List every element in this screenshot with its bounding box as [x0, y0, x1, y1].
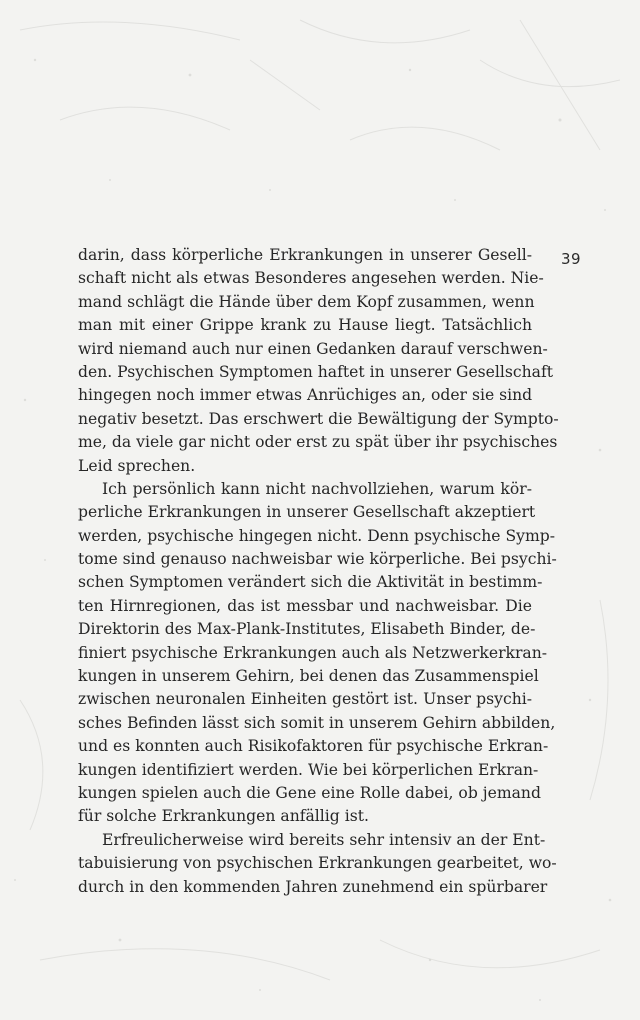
text-line: den. Psychischen Symptomen haftet in unserer Gesellschaft — [78, 362, 553, 381]
text-line: hingegen noch immer etwas Anrüchiges an, oder sie sind — [78, 386, 533, 405]
text-line: für solche Erkrankungen anfällig ist. — [78, 807, 369, 826]
text-line: man mit einer Grippe krank zu Hause liegt. Tatsächlich — [78, 316, 532, 335]
text-line: Direktorin des Max-Plank-Institutes, Elisabeth Binder, de- — [78, 620, 536, 639]
body-text — [78, 244, 559, 899]
text-line: werden, psychische hingegen nicht. Denn psychische Symp- — [78, 526, 556, 545]
text-line: zwischen neuronalen Einheiten gestört ist. Unser psychi- — [78, 690, 532, 709]
text-line: schen Symptomen verändert sich die Aktivität in bestimm- — [78, 573, 543, 592]
text-line: tome sind genauso nachweisbar wie körperliche. Bei psychi- — [78, 550, 557, 569]
text-line: durch in den kommenden Jahren zunehmend ein spürbarer — [78, 877, 548, 896]
page-number: 39 — [561, 250, 582, 268]
text-line: perliche Erkrankungen in unserer Gesellschaft akzeptiert — [78, 503, 536, 522]
text-line: wird niemand auch nur einen Gedanken darauf verschwen- — [78, 339, 548, 358]
text-line: und es konnten auch Risikofaktoren für psychische Erkran- — [78, 737, 549, 756]
text-line: finiert psychische Erkrankungen auch als Netzwerkerkran- — [78, 643, 548, 662]
text-line: me, da viele gar nicht oder erst zu spät über ihr psychisches — [78, 433, 558, 452]
text-line: tabuisierung von psychischen Erkrankungen gearbeitet, wo- — [78, 854, 557, 873]
text-line: Ich persönlich kann nicht nachvollziehen, warum kör- — [102, 479, 532, 498]
text-line: negativ besetzt. Das erschwert die Bewältigung der Sympto- — [78, 409, 559, 428]
text-line: kungen in unserem Gehirn, bei denen das Zusammenspiel — [78, 667, 539, 686]
text-line: schaft nicht als etwas Besonderes angesehen werden. Nie- — [78, 269, 544, 288]
text-line: kungen identifiziert werden. Wie bei körperlichen Erkran- — [78, 760, 539, 779]
text-line: kungen spielen auch die Gene eine Rolle dabei, ob jemand — [78, 783, 541, 802]
text-line: Leid sprechen. — [78, 456, 196, 475]
text-line: sches Befinden lässt sich somit in unserem Gehirn abbilden, — [78, 713, 556, 732]
text-line: ten Hirnregionen, das ist messbar und nachweisbar. Die — [78, 596, 532, 615]
text-line: mand schlägt die Hände über dem Kopf zusammen, wenn — [78, 292, 535, 311]
text-line: Erfreulicherweise wird bereits sehr intensiv an der Ent- — [102, 830, 546, 849]
text-line: darin, dass körperliche Erkrankungen in unserer Gesell- — [78, 246, 532, 264]
